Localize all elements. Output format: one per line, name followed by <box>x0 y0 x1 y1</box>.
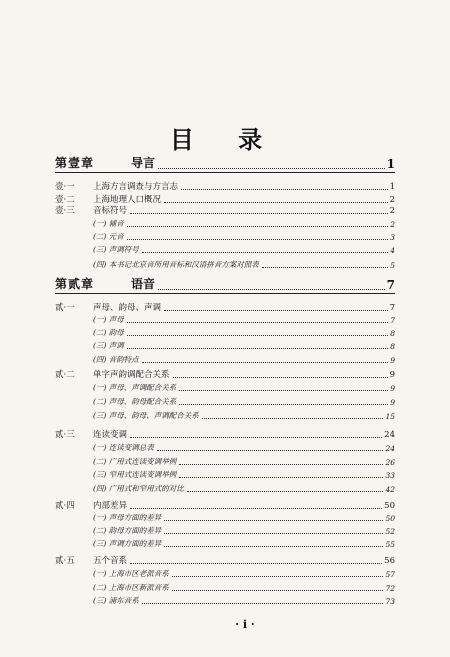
toc-entry-number: 贰·二 <box>55 370 75 380</box>
toc-entry-number: 壹·三 <box>55 206 75 216</box>
toc-entry-title: (三) 声母、韵母、声调配合关系 <box>93 411 199 420</box>
toc-section-entry[interactable] <box>55 368 395 380</box>
toc-entry-title: 上海方言调查与方言志 <box>93 182 179 192</box>
page-title: 目 录 <box>169 125 281 154</box>
toc-page-number: 2 <box>390 220 395 229</box>
dot-leader <box>164 533 383 534</box>
toc-subsection-entry[interactable] <box>55 483 395 494</box>
toc-entry-title: (二) 上海市区新派音系 <box>93 583 169 592</box>
toc-entry-title: 五个音系 <box>93 556 128 566</box>
toc-page-number: 55 <box>385 540 395 549</box>
toc-subsection-entry[interactable] <box>55 456 395 467</box>
toc-entry-title: (四) 音韵特点 <box>93 355 139 364</box>
toc-entry-title: (三) 声调方面的差异 <box>93 539 162 548</box>
toc-section-entry[interactable] <box>55 180 395 192</box>
toc-entry-number: 贰·四 <box>55 501 75 511</box>
toc-entry-title: (四) 广用式和窄用式的对比 <box>93 484 184 493</box>
toc-subsection-entry[interactable] <box>55 595 395 606</box>
toc-subsection-entry[interactable] <box>55 525 395 536</box>
dot-leader <box>172 576 384 577</box>
toc-page-number: 1 <box>386 157 395 171</box>
dot-leader <box>130 437 382 438</box>
toc-page-number: 24 <box>385 444 395 453</box>
toc-subsection-entry[interactable] <box>55 244 395 255</box>
toc-subsection-entry[interactable] <box>55 538 395 549</box>
toc-subsection-entry[interactable] <box>55 442 395 453</box>
dot-leader <box>172 590 384 591</box>
dot-leader <box>173 377 388 378</box>
toc-page-number: 24 <box>384 430 395 440</box>
dot-leader <box>142 603 384 604</box>
dot-leader <box>127 226 388 227</box>
toc-entry-number: 壹·二 <box>55 195 75 205</box>
toc-page-number: 5 <box>390 261 395 270</box>
dot-leader <box>158 168 385 169</box>
dot-leader <box>164 520 383 521</box>
toc-entry-title: (四) 本书记北京音所用音标和汉语拼音方案对照表 <box>93 260 259 269</box>
toc-entry-title: 内部差异 <box>93 501 128 511</box>
toc-subsection-entry[interactable] <box>55 512 395 523</box>
dot-leader <box>179 404 388 405</box>
toc-entry-title: (一) 声母方面的差异 <box>93 513 162 522</box>
chapter-rule <box>55 172 395 173</box>
toc-entry-title: 音标符号 <box>93 206 128 216</box>
toc-entry-number: 第壹章 <box>55 156 95 170</box>
dot-leader <box>181 189 388 190</box>
toc-entry-title: (一) 声母 <box>93 315 124 324</box>
toc-page-number: 52 <box>385 527 395 536</box>
toc-page-number: 26 <box>385 458 395 467</box>
toc-entry-number: 第贰章 <box>55 277 95 291</box>
toc-page-number: 57 <box>385 570 395 579</box>
dot-leader <box>142 362 388 363</box>
toc-entry-title: (二) 广用式连读变调举例 <box>93 457 177 466</box>
toc-page-number: 9 <box>390 356 395 365</box>
toc-section-entry[interactable] <box>55 301 395 313</box>
toc-subsection-entry[interactable] <box>55 314 395 325</box>
toc-section-entry[interactable] <box>55 554 395 566</box>
toc-entry-number: 贰·一 <box>55 303 75 313</box>
toc-page-number: 72 <box>385 584 395 593</box>
dot-leader <box>157 450 384 451</box>
toc-entry-title: 连读变调 <box>93 430 128 440</box>
dot-leader <box>202 418 384 419</box>
dot-leader <box>142 252 388 253</box>
toc-entry-title: (三) 浦东音系 <box>93 596 139 605</box>
toc-entry-title: (一) 辅音 <box>93 219 124 228</box>
toc-subsection-entry[interactable] <box>55 582 395 593</box>
toc-subsection-entry[interactable] <box>55 327 395 338</box>
toc-page-number: 9 <box>390 398 395 407</box>
toc-section-entry[interactable] <box>55 499 395 511</box>
toc-entry-title: (一) 声母、声调配合关系 <box>93 383 177 392</box>
toc-entry-title: 语音 <box>131 277 156 291</box>
toc-entry-title: 单字声韵调配合关系 <box>93 370 170 380</box>
toc-page-number: 4 <box>390 246 395 255</box>
dot-leader <box>158 289 385 290</box>
toc-page-number: 2 <box>389 206 395 216</box>
toc-entry-title: (一) 上海市区老派音系 <box>93 569 169 578</box>
toc-entry-title: 声母、韵母、声调 <box>93 303 162 313</box>
toc-page-number: 8 <box>390 329 395 338</box>
toc-subsection-entry[interactable] <box>55 259 395 270</box>
toc-entry-title: (二) 元音 <box>93 232 124 241</box>
toc-subsection-entry[interactable] <box>55 382 395 393</box>
dot-leader <box>164 310 388 311</box>
toc-entry-title: (一) 连读变调总表 <box>93 443 154 452</box>
toc-page-number: 9 <box>390 384 395 393</box>
toc-entry-title: 导言 <box>131 156 156 170</box>
toc-page-number: 3 <box>390 233 395 242</box>
dot-leader <box>130 563 382 564</box>
dot-leader <box>130 213 388 214</box>
toc-page-number: 8 <box>390 342 395 351</box>
dot-leader <box>179 390 388 391</box>
toc-subsection-entry[interactable] <box>55 568 395 579</box>
toc-entry-number: 壹·一 <box>55 182 75 192</box>
toc-subsection-entry[interactable] <box>55 231 395 242</box>
toc-entry-title: (二) 韵母 <box>93 328 124 337</box>
toc-page-number: 50 <box>385 514 395 523</box>
toc-chapter-entry[interactable] <box>55 275 395 292</box>
toc-page-number: 7 <box>386 278 395 292</box>
toc-entry-number: 贰·五 <box>55 556 75 566</box>
toc-section-entry[interactable] <box>55 204 395 216</box>
dot-leader <box>179 477 383 478</box>
toc-subsection-entry[interactable] <box>55 469 395 480</box>
toc-page-number: 9 <box>389 370 395 380</box>
dot-leader <box>127 239 388 240</box>
toc-subsection-entry[interactable] <box>55 218 395 229</box>
dot-leader <box>127 322 388 323</box>
toc-entry-number: 贰·三 <box>55 430 75 440</box>
toc-page-number: 7 <box>390 316 395 325</box>
toc-subsection-entry[interactable] <box>55 396 395 407</box>
toc-subsection-entry[interactable] <box>55 410 395 421</box>
toc-page-number: 7 <box>389 303 395 313</box>
toc-subsection-entry[interactable] <box>55 340 395 351</box>
toc-page-number: 33 <box>385 471 395 480</box>
toc-page-number: 1 <box>389 182 395 192</box>
toc-page-number: 2 <box>389 195 395 205</box>
toc-entry-title: (三) 窄用式连读变调举例 <box>93 470 177 479</box>
dot-leader <box>164 546 383 547</box>
dot-leader <box>127 335 388 336</box>
dot-leader <box>179 464 383 465</box>
dot-leader <box>127 348 388 349</box>
dot-leader <box>262 267 388 268</box>
chapter-rule <box>55 293 395 294</box>
toc-entry-title: 上海地理人口概况 <box>93 195 162 205</box>
toc-page-number: 15 <box>385 412 395 421</box>
toc-subsection-entry[interactable] <box>55 354 395 365</box>
toc-page-number: 56 <box>384 556 395 566</box>
toc-page-number: 42 <box>385 485 395 494</box>
toc-section-entry[interactable] <box>55 428 395 440</box>
toc-chapter-entry[interactable] <box>55 154 395 171</box>
dot-leader <box>130 508 382 509</box>
toc-entry-title: (三) 声调 <box>93 341 124 350</box>
toc-page-number: 50 <box>384 501 395 511</box>
dot-leader <box>164 202 388 203</box>
toc-entry-title: (二) 声母、韵母配合关系 <box>93 397 177 406</box>
toc-page-number: 73 <box>385 597 395 606</box>
dot-leader <box>187 491 384 492</box>
page-number-footer: · i · <box>235 618 255 631</box>
toc-entry-title: (二) 韵母方面的差异 <box>93 526 162 535</box>
toc-entry-title: (三) 声调符号 <box>93 245 139 254</box>
